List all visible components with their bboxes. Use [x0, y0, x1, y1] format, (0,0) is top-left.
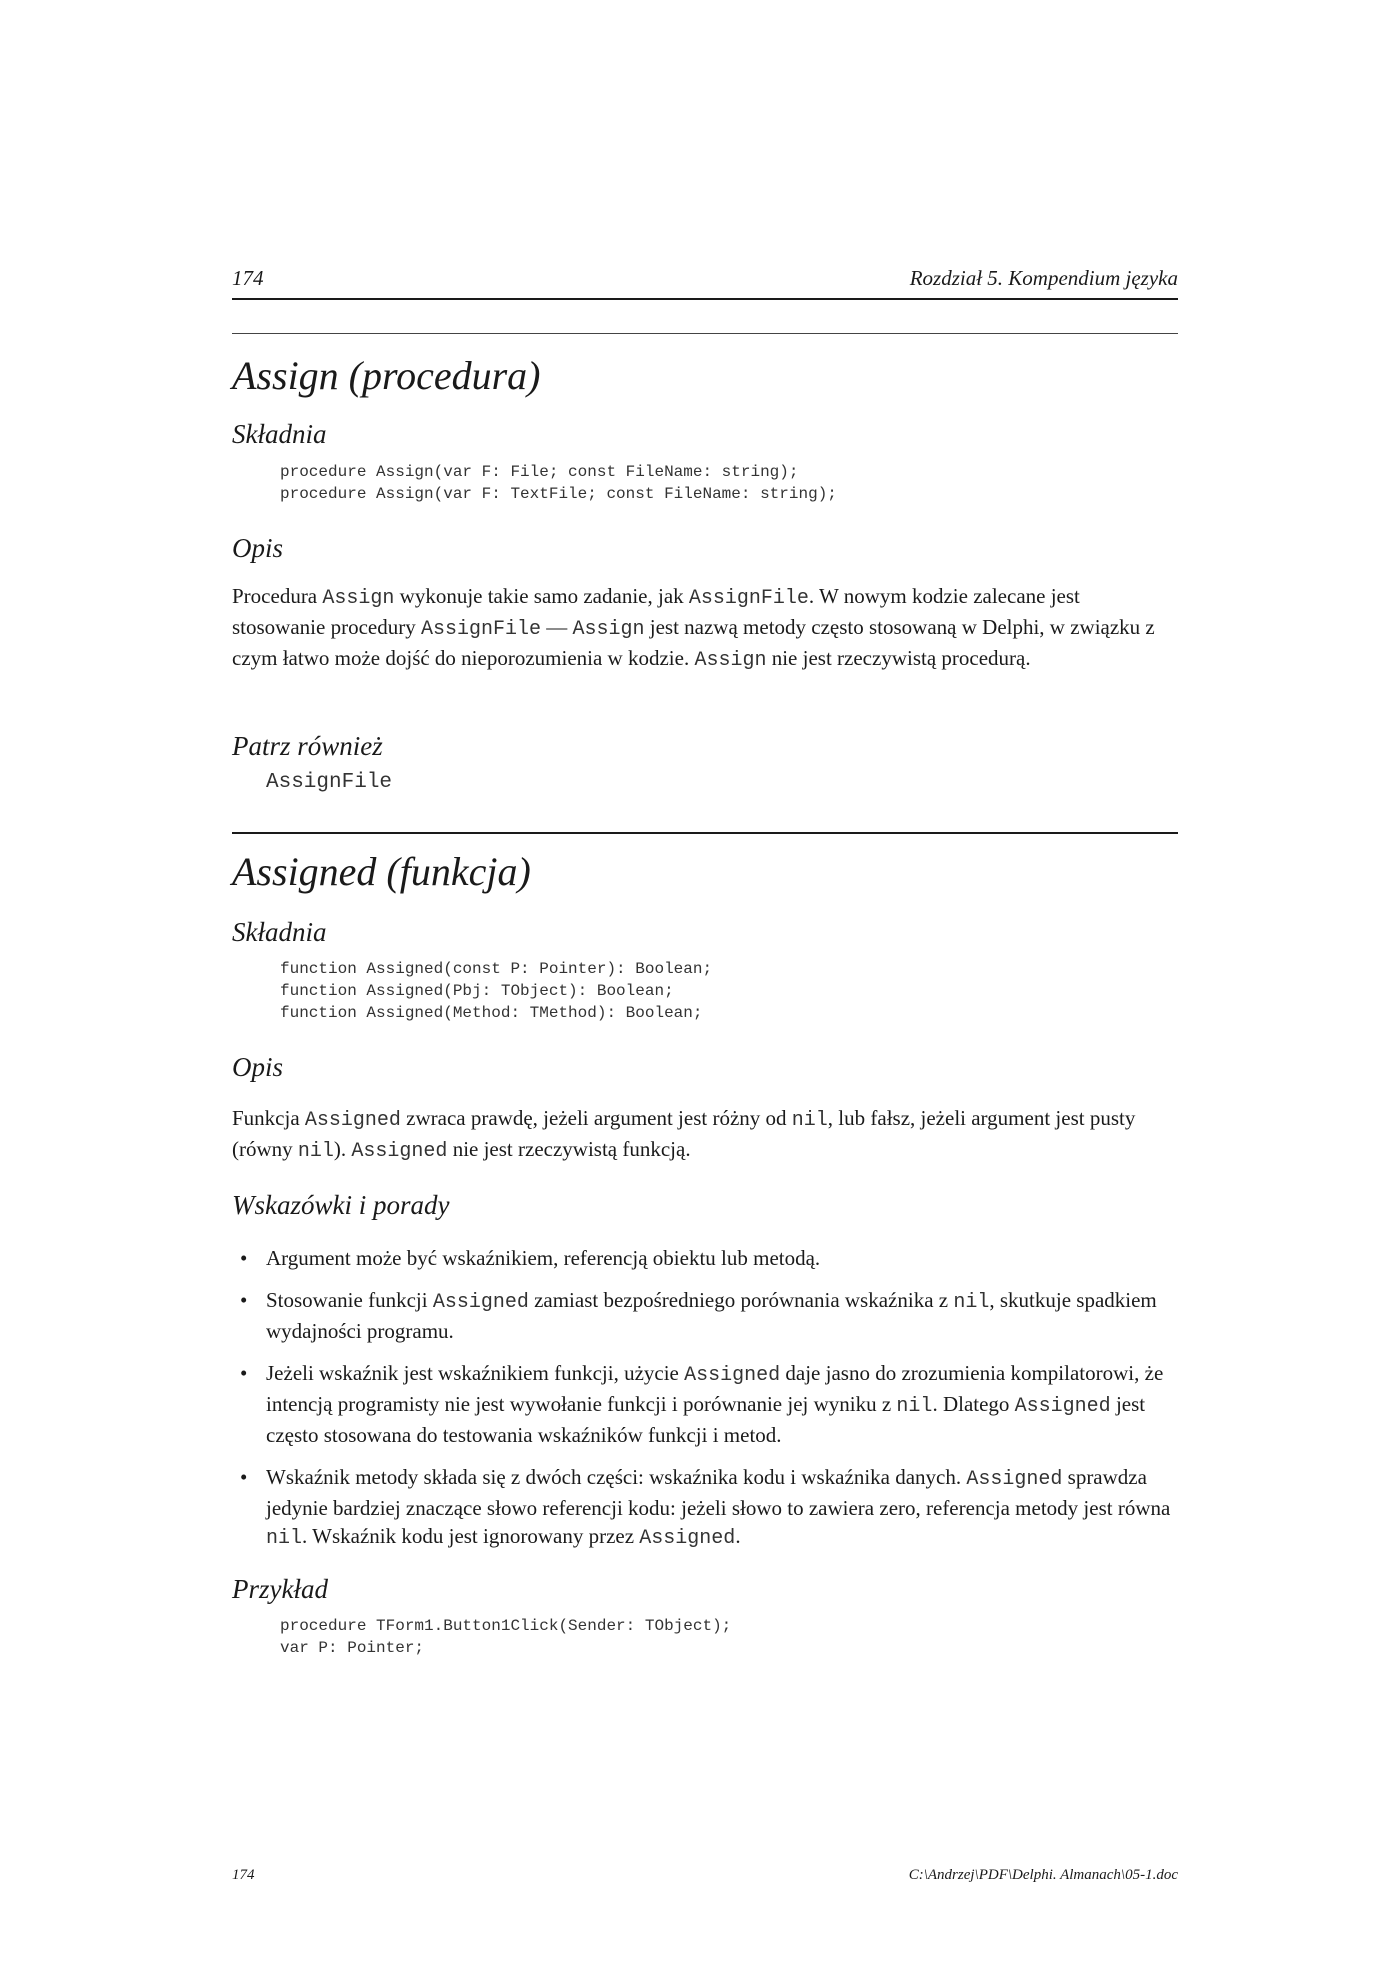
text-run: . W nowym kodzie zalecane jest stosowanie procedury	[232, 584, 1080, 639]
assigned-example-heading: Przykład	[232, 1574, 328, 1604]
text-run: .	[735, 1524, 741, 1548]
assign-description	[232, 582, 1178, 675]
code-line: procedure Assign(var F: TextFile; const FileName: string);	[280, 485, 837, 503]
entry-rule	[232, 333, 1178, 334]
tip-item	[232, 1463, 1178, 1553]
code-line: function Assigned(Pbj: TObject): Boolean;	[280, 982, 674, 1000]
text-run: Funkcja	[232, 1106, 305, 1130]
tip-item	[232, 1359, 1178, 1449]
inline-code: Assigned	[351, 1140, 448, 1163]
inline-code: Assigned	[304, 1109, 401, 1132]
footer-file-path: C:\Andrzej\PDF\Delphi. Almanach\05-1.doc	[908, 1867, 1178, 1883]
text-run: daje jasno do zrozumienia kompilatorowi, że intencją programisty nie jest wywołanie funkcji i porównanie jej wyniku z	[266, 1361, 1164, 1416]
assign-syntax-heading: Składnia	[232, 419, 327, 449]
assigned-title: Assigned (funkcja)	[232, 849, 531, 894]
code-line: procedure TForm1.Button1Click(Sender: TObject);	[280, 1617, 732, 1635]
inline-code: Assign	[322, 587, 395, 610]
text-run: —	[540, 615, 573, 639]
text-run: , lub fałsz, jeżeli argument jest pusty (równy	[232, 1106, 1136, 1161]
inline-code: nil	[791, 1109, 828, 1132]
assigned-description-heading: Opis	[232, 1052, 284, 1082]
inline-code: Assigned	[1014, 1395, 1111, 1418]
inline-code: Assign	[694, 649, 767, 672]
assign-syntax-code	[280, 461, 837, 505]
code-line: function Assigned(Method: TMethod): Boolean;	[280, 1004, 703, 1022]
header-page-number: 174	[232, 266, 264, 290]
text-run: wykonuje takie samo zadanie, jak	[394, 584, 689, 608]
text-run: sprawdza jedynie bardziej znaczące słowo referencji kodu: jeżeli słowo to zawiera zero, referencja metody jest równa	[266, 1465, 1171, 1520]
inline-code: Assign	[572, 618, 645, 641]
text-run: Stosowanie funkcji	[266, 1288, 433, 1312]
inline-code: Assigned	[966, 1468, 1063, 1491]
text-run: jest nazwą metody często stosowaną w Delphi, w związku z czym łatwo może dojść do nieporozumienia w kodzie.	[232, 615, 1155, 670]
assigned-syntax-heading: Składnia	[232, 917, 327, 947]
text-run: . Dlatego	[932, 1392, 1015, 1416]
text-run: Jeżeli wskaźnik jest wskaźnikiem funkcji, użycie	[266, 1361, 685, 1385]
inline-code: nil	[266, 1527, 303, 1550]
code-line: procedure Assign(var F: File; const FileName: string);	[280, 463, 799, 481]
text-run: zamiast bezpośredniego porównania wskaźnika z	[528, 1288, 954, 1312]
bullet-icon: •	[240, 1361, 248, 1385]
header-rule	[232, 298, 1178, 300]
tip-item	[232, 1286, 1178, 1345]
assigned-syntax-code	[280, 958, 712, 1024]
section-divider	[232, 832, 1178, 834]
bullet-icon: •	[240, 1288, 248, 1312]
text-run: Wskaźnik metody składa się z dwóch części: wskaźnika kodu i wskaźnika danych.	[266, 1465, 967, 1489]
text-run: . Wskaźnik kodu jest ignorowany przez	[302, 1524, 640, 1548]
assign-description-heading: Opis	[232, 533, 284, 563]
tip-item	[232, 1244, 1178, 1272]
bullet-icon: •	[240, 1465, 248, 1489]
text-run: Procedura	[232, 584, 323, 608]
assign-see-also-heading: Patrz również	[232, 731, 383, 761]
inline-code: nil	[297, 1140, 334, 1163]
inline-code: nil	[953, 1291, 990, 1314]
bullet-icon: •	[240, 1246, 248, 1270]
inline-code: nil	[896, 1395, 933, 1418]
text-run: jest często stosowana do testowania wskaźników funkcji i metod.	[266, 1392, 1146, 1447]
text-run: nie jest rzeczywistą procedurą.	[766, 646, 1031, 670]
code-line: var P: Pointer;	[280, 1639, 425, 1657]
footer-page-number: 174	[232, 1867, 255, 1883]
text-run: ).	[333, 1137, 352, 1161]
inline-code: AssignFile	[420, 618, 541, 641]
text-run: Argument może być wskaźnikiem, referencją obiektu lub metodą.	[266, 1246, 821, 1270]
assigned-tips-list	[232, 1244, 1178, 1567]
assign-see-also-link[interactable]: AssignFile	[266, 771, 393, 794]
assigned-description	[232, 1104, 1178, 1166]
text-run: zwraca prawdę, jeżeli argument jest różny od	[400, 1106, 792, 1130]
inline-code: Assigned	[639, 1527, 736, 1550]
running-header	[232, 266, 1178, 298]
assigned-tips-heading: Wskazówki i porady	[232, 1190, 450, 1220]
assigned-example-code	[280, 1615, 731, 1659]
header-chapter-title: Rozdział 5. Kompendium języka	[909, 266, 1178, 290]
text-run: nie jest rzeczywistą funkcją.	[447, 1137, 691, 1161]
code-line: function Assigned(const P: Pointer): Boolean;	[280, 960, 713, 978]
text-run: , skutkuje spadkiem wydajności programu.	[266, 1288, 1157, 1343]
inline-code: Assigned	[684, 1364, 781, 1387]
inline-code: Assigned	[432, 1291, 529, 1314]
inline-code: AssignFile	[688, 587, 809, 610]
assign-title: Assign (procedura)	[232, 353, 541, 398]
